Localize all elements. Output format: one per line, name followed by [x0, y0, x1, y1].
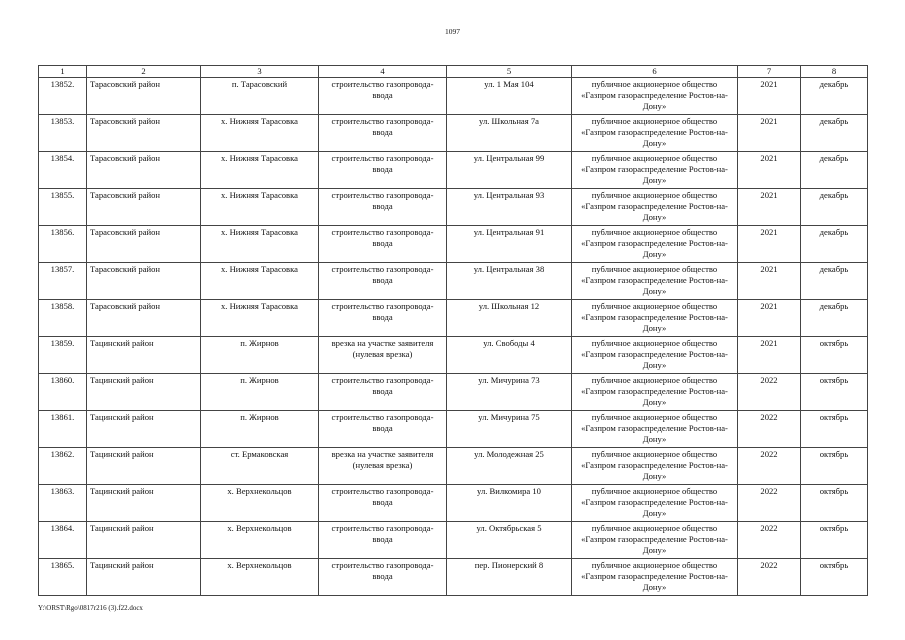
district-cell: Тарасовский район — [87, 152, 201, 189]
year-cell: 2021 — [738, 152, 801, 189]
year-cell: 2021 — [738, 263, 801, 300]
work-type-cell: строительство газопровода-ввода — [319, 189, 447, 226]
settlement-cell: п. Жирнов — [201, 374, 319, 411]
year-cell: 2022 — [738, 559, 801, 596]
settlement-cell: х. Нижняя Тарасовка — [201, 152, 319, 189]
work-type-cell: строительство газопровода-ввода — [319, 522, 447, 559]
table-row — [39, 559, 868, 596]
table-row — [39, 374, 868, 411]
address-cell: ул. Школьная 12 — [447, 300, 572, 337]
month-cell: октябрь — [801, 374, 868, 411]
row-number-cell: 13853. — [39, 115, 87, 152]
district-cell: Тарасовский район — [87, 78, 201, 115]
work-type-cell: строительство газопровода-ввода — [319, 115, 447, 152]
year-cell: 2021 — [738, 189, 801, 226]
district-cell: Тарасовский район — [87, 226, 201, 263]
address-cell: ул. Школьная 7а — [447, 115, 572, 152]
column-header: 2 — [87, 66, 201, 78]
header-row — [39, 66, 868, 78]
year-cell: 2022 — [738, 522, 801, 559]
table-row — [39, 226, 868, 263]
settlement-cell: х. Нижняя Тарасовка — [201, 189, 319, 226]
month-cell: декабрь — [801, 300, 868, 337]
month-cell: декабрь — [801, 152, 868, 189]
work-type-cell: строительство газопровода-ввода — [319, 559, 447, 596]
settlement-cell: х. Нижняя Тарасовка — [201, 115, 319, 152]
district-cell: Тацинский район — [87, 522, 201, 559]
footer-file-path: Y:\ORST\Rgo\0817r216 (3).f22.docx — [38, 604, 143, 612]
year-cell: 2022 — [738, 448, 801, 485]
work-type-cell: строительство газопровода-ввода — [319, 152, 447, 189]
district-cell: Тацинский район — [87, 337, 201, 374]
column-header: 1 — [39, 66, 87, 78]
work-type-cell: строительство газопровода-ввода — [319, 263, 447, 300]
column-header: 3 — [201, 66, 319, 78]
address-cell: ул. Центральная 91 — [447, 226, 572, 263]
year-cell: 2021 — [738, 337, 801, 374]
year-cell: 2022 — [738, 374, 801, 411]
table-row — [39, 300, 868, 337]
district-cell: Тарасовский район — [87, 300, 201, 337]
district-cell: Тацинский район — [87, 411, 201, 448]
address-cell: ул. Молодежная 25 — [447, 448, 572, 485]
address-cell: ул. Вилкомира 10 — [447, 485, 572, 522]
settlement-cell: х. Верхнекольцов — [201, 559, 319, 596]
month-cell: октябрь — [801, 448, 868, 485]
work-type-cell: строительство газопровода-ввода — [319, 300, 447, 337]
settlement-cell: х. Нижняя Тарасовка — [201, 300, 319, 337]
column-header: 6 — [572, 66, 738, 78]
organization-cell: публичное акционерное общество «Газпром газораспределение Ростов-на-Дону» — [572, 485, 738, 522]
table-row — [39, 152, 868, 189]
organization-cell: публичное акционерное общество «Газпром газораспределение Ростов-на-Дону» — [572, 522, 738, 559]
settlement-cell: х. Нижняя Тарасовка — [201, 226, 319, 263]
settlement-cell: п. Жирнов — [201, 411, 319, 448]
settlement-cell: х. Верхнекольцов — [201, 485, 319, 522]
organization-cell: публичное акционерное общество «Газпром газораспределение Ростов-на-Дону» — [572, 152, 738, 189]
work-type-cell: строительство газопровода-ввода — [319, 374, 447, 411]
year-cell: 2021 — [738, 300, 801, 337]
work-type-cell: строительство газопровода-ввода — [319, 411, 447, 448]
year-cell: 2021 — [738, 78, 801, 115]
work-type-cell: строительство газопровода-ввода — [319, 485, 447, 522]
table-row — [39, 337, 868, 374]
address-cell: ул. Центральная 99 — [447, 152, 572, 189]
work-type-cell: врезка на участке заявителя (нулевая врезка) — [319, 337, 447, 374]
table-row — [39, 78, 868, 115]
table-row — [39, 411, 868, 448]
table-header — [39, 66, 868, 78]
row-number-cell: 13852. — [39, 78, 87, 115]
organization-cell: публичное акционерное общество «Газпром газораспределение Ростов-на-Дону» — [572, 300, 738, 337]
settlement-cell: ст. Ермаковская — [201, 448, 319, 485]
row-number-cell: 13864. — [39, 522, 87, 559]
district-cell: Тацинский район — [87, 374, 201, 411]
organization-cell: публичное акционерное общество «Газпром газораспределение Ростов-на-Дону» — [572, 263, 738, 300]
organization-cell: публичное акционерное общество «Газпром газораспределение Ростов-на-Дону» — [572, 448, 738, 485]
organization-cell: публичное акционерное общество «Газпром газораспределение Ростов-на-Дону» — [572, 411, 738, 448]
district-cell: Тацинский район — [87, 448, 201, 485]
table-row — [39, 115, 868, 152]
address-cell: ул. Мичурина 73 — [447, 374, 572, 411]
column-header: 7 — [738, 66, 801, 78]
district-cell: Тарасовский район — [87, 263, 201, 300]
column-header: 8 — [801, 66, 868, 78]
row-number-cell: 13859. — [39, 337, 87, 374]
settlement-cell: п. Жирнов — [201, 337, 319, 374]
organization-cell: публичное акционерное общество «Газпром газораспределение Ростов-на-Дону» — [572, 189, 738, 226]
organization-cell: публичное акционерное общество «Газпром газораспределение Ростов-на-Дону» — [572, 78, 738, 115]
settlement-cell: п. Тарасовский — [201, 78, 319, 115]
district-cell: Тарасовский район — [87, 189, 201, 226]
address-cell: пер. Пионерский 8 — [447, 559, 572, 596]
registry-table — [38, 65, 868, 596]
year-cell: 2022 — [738, 411, 801, 448]
column-header: 4 — [319, 66, 447, 78]
table-row — [39, 448, 868, 485]
row-number-cell: 13855. — [39, 189, 87, 226]
row-number-cell: 13854. — [39, 152, 87, 189]
month-cell: декабрь — [801, 226, 868, 263]
row-number-cell: 13856. — [39, 226, 87, 263]
row-number-cell: 13857. — [39, 263, 87, 300]
table-row — [39, 485, 868, 522]
work-type-cell: строительство газопровода-ввода — [319, 78, 447, 115]
organization-cell: публичное акционерное общество «Газпром газораспределение Ростов-на-Дону» — [572, 226, 738, 263]
year-cell: 2022 — [738, 485, 801, 522]
page-number: 1097 — [445, 27, 460, 36]
organization-cell: публичное акционерное общество «Газпром газораспределение Ростов-на-Дону» — [572, 337, 738, 374]
address-cell: ул. Мичурина 75 — [447, 411, 572, 448]
month-cell: декабрь — [801, 115, 868, 152]
settlement-cell: х. Нижняя Тарасовка — [201, 263, 319, 300]
address-cell: ул. Центральная 38 — [447, 263, 572, 300]
work-type-cell: строительство газопровода-ввода — [319, 226, 447, 263]
row-number-cell: 13863. — [39, 485, 87, 522]
month-cell: декабрь — [801, 78, 868, 115]
year-cell: 2021 — [738, 115, 801, 152]
column-header: 5 — [447, 66, 572, 78]
address-cell: ул. Центральная 93 — [447, 189, 572, 226]
year-cell: 2021 — [738, 226, 801, 263]
district-cell: Тацинский район — [87, 485, 201, 522]
row-number-cell: 13861. — [39, 411, 87, 448]
row-number-cell: 13860. — [39, 374, 87, 411]
table-row — [39, 522, 868, 559]
month-cell: октябрь — [801, 559, 868, 596]
row-number-cell: 13865. — [39, 559, 87, 596]
month-cell: октябрь — [801, 411, 868, 448]
address-cell: ул. 1 Мая 104 — [447, 78, 572, 115]
month-cell: декабрь — [801, 263, 868, 300]
month-cell: декабрь — [801, 189, 868, 226]
month-cell: октябрь — [801, 337, 868, 374]
work-type-cell: врезка на участке заявителя (нулевая врезка) — [319, 448, 447, 485]
address-cell: ул. Свободы 4 — [447, 337, 572, 374]
organization-cell: публичное акционерное общество «Газпром газораспределение Ростов-на-Дону» — [572, 115, 738, 152]
district-cell: Тарасовский район — [87, 115, 201, 152]
month-cell: октябрь — [801, 522, 868, 559]
settlement-cell: х. Верхнекольцов — [201, 522, 319, 559]
table-row — [39, 189, 868, 226]
row-number-cell: 13858. — [39, 300, 87, 337]
table-body — [39, 78, 868, 596]
month-cell: октябрь — [801, 485, 868, 522]
district-cell: Тацинский район — [87, 559, 201, 596]
row-number-cell: 13862. — [39, 448, 87, 485]
organization-cell: публичное акционерное общество «Газпром газораспределение Ростов-на-Дону» — [572, 559, 738, 596]
organization-cell: публичное акционерное общество «Газпром газораспределение Ростов-на-Дону» — [572, 374, 738, 411]
address-cell: ул. Октябрьская 5 — [447, 522, 572, 559]
table-row — [39, 263, 868, 300]
